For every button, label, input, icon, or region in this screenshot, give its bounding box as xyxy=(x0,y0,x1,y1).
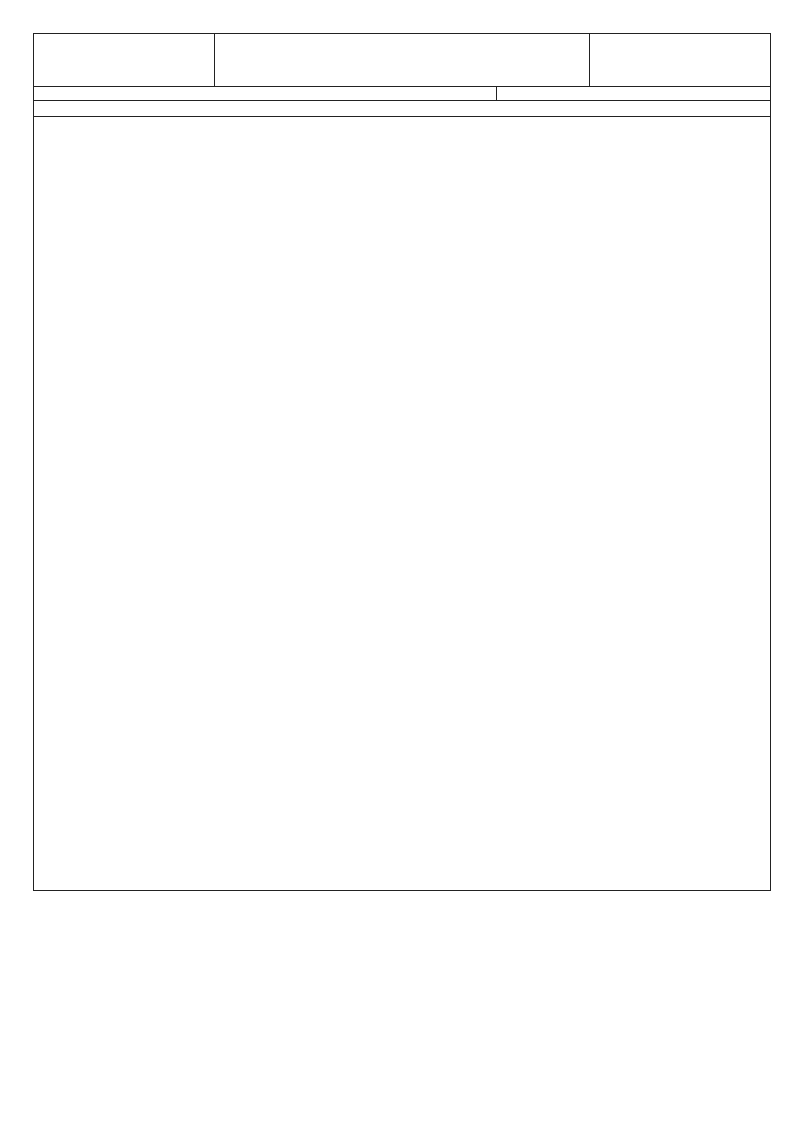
title-block xyxy=(214,34,590,86)
column-header-row xyxy=(34,100,770,117)
page-info-block xyxy=(600,36,766,48)
section-band xyxy=(34,86,770,101)
imar-label xyxy=(496,86,771,100)
distribution-sheet xyxy=(33,33,771,891)
report-header xyxy=(34,34,770,87)
